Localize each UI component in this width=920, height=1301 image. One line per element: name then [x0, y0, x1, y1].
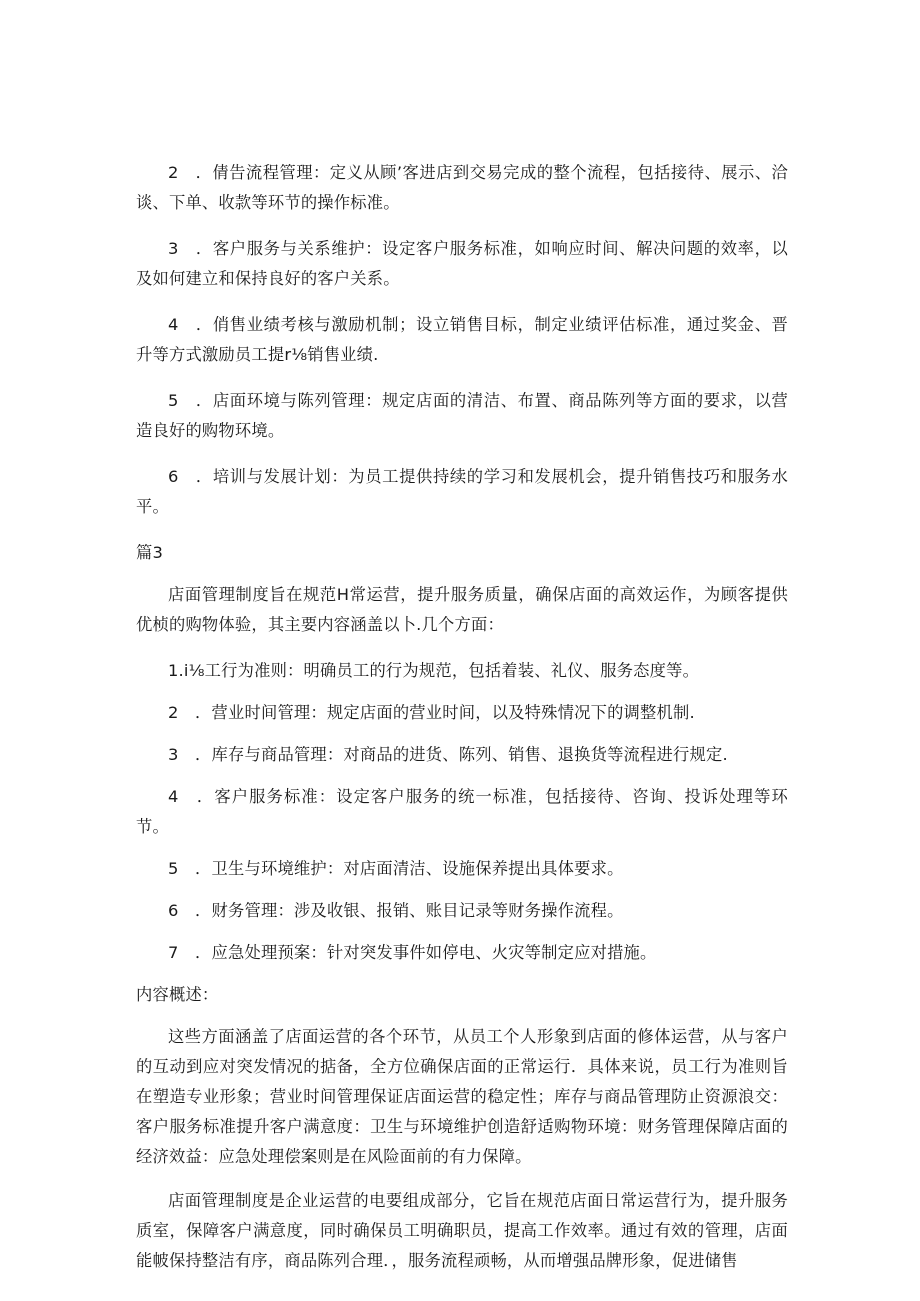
list-item: 3 ．客户服务与关系维护：设定客户服务标准，如响应时间、解决问题的效率，以及如何建立和保持良好的客户关系。 [136, 239, 788, 288]
section-heading: 篇3 [136, 543, 164, 562]
list-item: 3 ．库存与商品管理：对商品的进货、陈列、销售、退换货等流程进行规定. [168, 745, 728, 764]
list-item: 6 ．培训与发展计划：为员工提供持续的学习和发展机会，提升销售技巧和服务水平。 [136, 467, 788, 516]
intro-paragraph: 店面管理制度旨在规范H常运营，提升服务质量，确保店面的高效运作，为顾客提供优桢的购物体验，其主要内容涵盖以卜.几个方面： [136, 585, 788, 634]
list-item: 5 ．卫生与环境维护：对店面清洁、设施保养提出具体要求。 [168, 859, 624, 878]
list-item: 5 ．店面环境与陈列管理：规定店面的清洁、布置、商品陈列等方面的要求，以营造良好的购物环境。 [136, 391, 788, 440]
list-item: 7 ．应急处理预案：针对突发事件如停电、火灾等制定应对措施。 [168, 943, 657, 962]
body-paragraph: 店面管理制度是企业运营的电要组成部分，它旨在规范店面日常运营行为，提升服务质室，保障客户满意度，同时确保员工明确职员，提高工作效率。通过有效的管理，店面能帔保持整洁有序，商品陈列合理．，服务流程顽畅，从而增强品牌形象，促进储售 [136, 1191, 788, 1270]
list-item: 1.i⅛工行为准则：明确员工的行为规范，包括着装、礼仪、服务态度等。 [168, 661, 700, 680]
body-paragraph: 这些方面涵盖了店面运营的各个环节，从员工个人形象到店面的修体运营，从与客户的互动到应对突发情况的掂备，全方位确保店面的正常运行．具体来说，员工行为准则旨在塑造专业形象；营业时间管理保证店面运营的稳定性；库存与商品管理防止资源浪交：客户服务标准提升客户满意度：卫生与环境维护创造舒适购物环境：财务管理保障店面的经济效益：应急处理偿案则是在风险面前的有力保障。 [136, 1027, 788, 1166]
list-item: 6 ．财务管理：涉及收银、报销、账目记录等财务操作流程。 [168, 901, 624, 920]
list-item: 2 ．营业时间管理：规定店面的营业时间，以及特殊情况下的调整机制. [168, 703, 695, 722]
list-item: 4 ．客户服务标准：设定客户服务的统一标准，包括接待、咨询、投诉处理等环节。 [136, 787, 788, 836]
list-item: 4 ．俏售业绩考核与激励机制；设立销售目标，制定业绩评估标准，通过奖金、晋升等方式激励员工提r⅛销售业绩. [136, 315, 788, 364]
summary-heading: 内容概述： [136, 985, 219, 1004]
document-body [136, 158, 788, 1290]
list-item: 2 ．倩告流程管理：定义从顾’客进店到交易完成的整个流程，包括接待、展示、洽谈、下单、收款等环节的操作标准。 [136, 163, 788, 212]
